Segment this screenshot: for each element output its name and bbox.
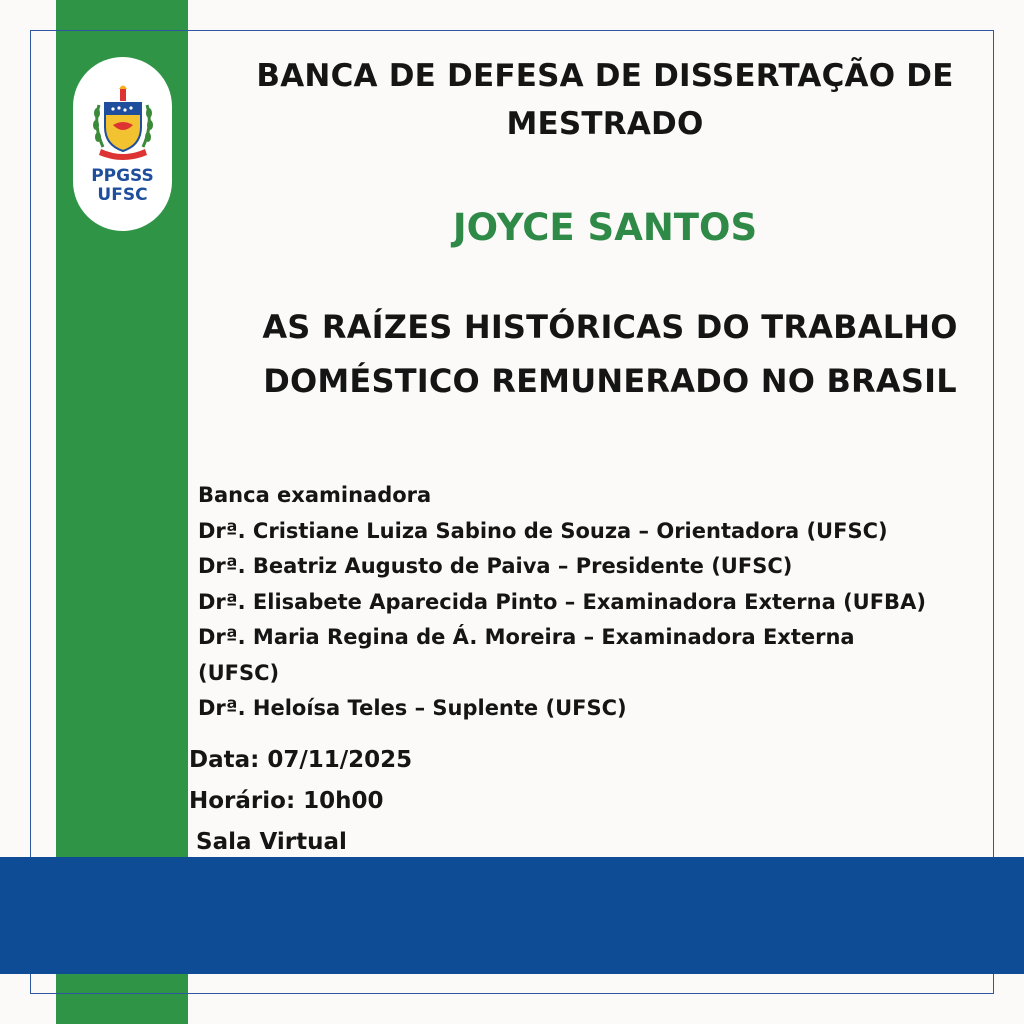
ppgss-ufsc-logo [73,57,172,231]
committee-member-continuation: (UFSC) [198,660,280,685]
page-title: BANCA DE DEFESA DE DISSERTAÇÃO DE MESTRADO [256,58,954,142]
thesis-title-line: DOMÉSTICO REMUNERADO NO BRASIL [263,362,957,400]
committee-member: Drª. Maria Regina de Á. Moreira – Examinadora Externa [198,625,855,649]
committee-list [198,478,988,727]
event-venue: Sala Virtual [196,829,347,855]
event-info [189,740,789,863]
event-date: Data: 07/11/2025 [189,747,413,773]
candidate-name: JOYCE SANTOS [452,206,758,249]
logo-text-ufsc: UFSC [97,185,148,205]
committee-heading: Banca examinadora [198,483,432,507]
committee-member: Drª. Beatriz Augusto de Paiva – Presidente (UFSC) [198,554,793,578]
committee-member: Drª. Elisabete Aparecida Pinto – Examinadora Externa (UFBA) [198,589,926,614]
event-time: Horário: 10h00 [189,788,384,814]
ufsc-crest-icon [89,85,157,165]
thesis-title-line: AS RAÍZES HISTÓRICAS DO TRABALHO [262,308,958,346]
thesis-title [215,300,1005,408]
blue-footer-band [0,857,1024,974]
committee-member: Drª. Heloísa Teles – Suplente (UFSC) [198,696,627,720]
logo-text-ppgss: PPGSS [91,166,154,186]
committee-member: Drª. Cristiane Luiza Sabino de Souza – Orientadora (UFSC) [198,518,888,543]
